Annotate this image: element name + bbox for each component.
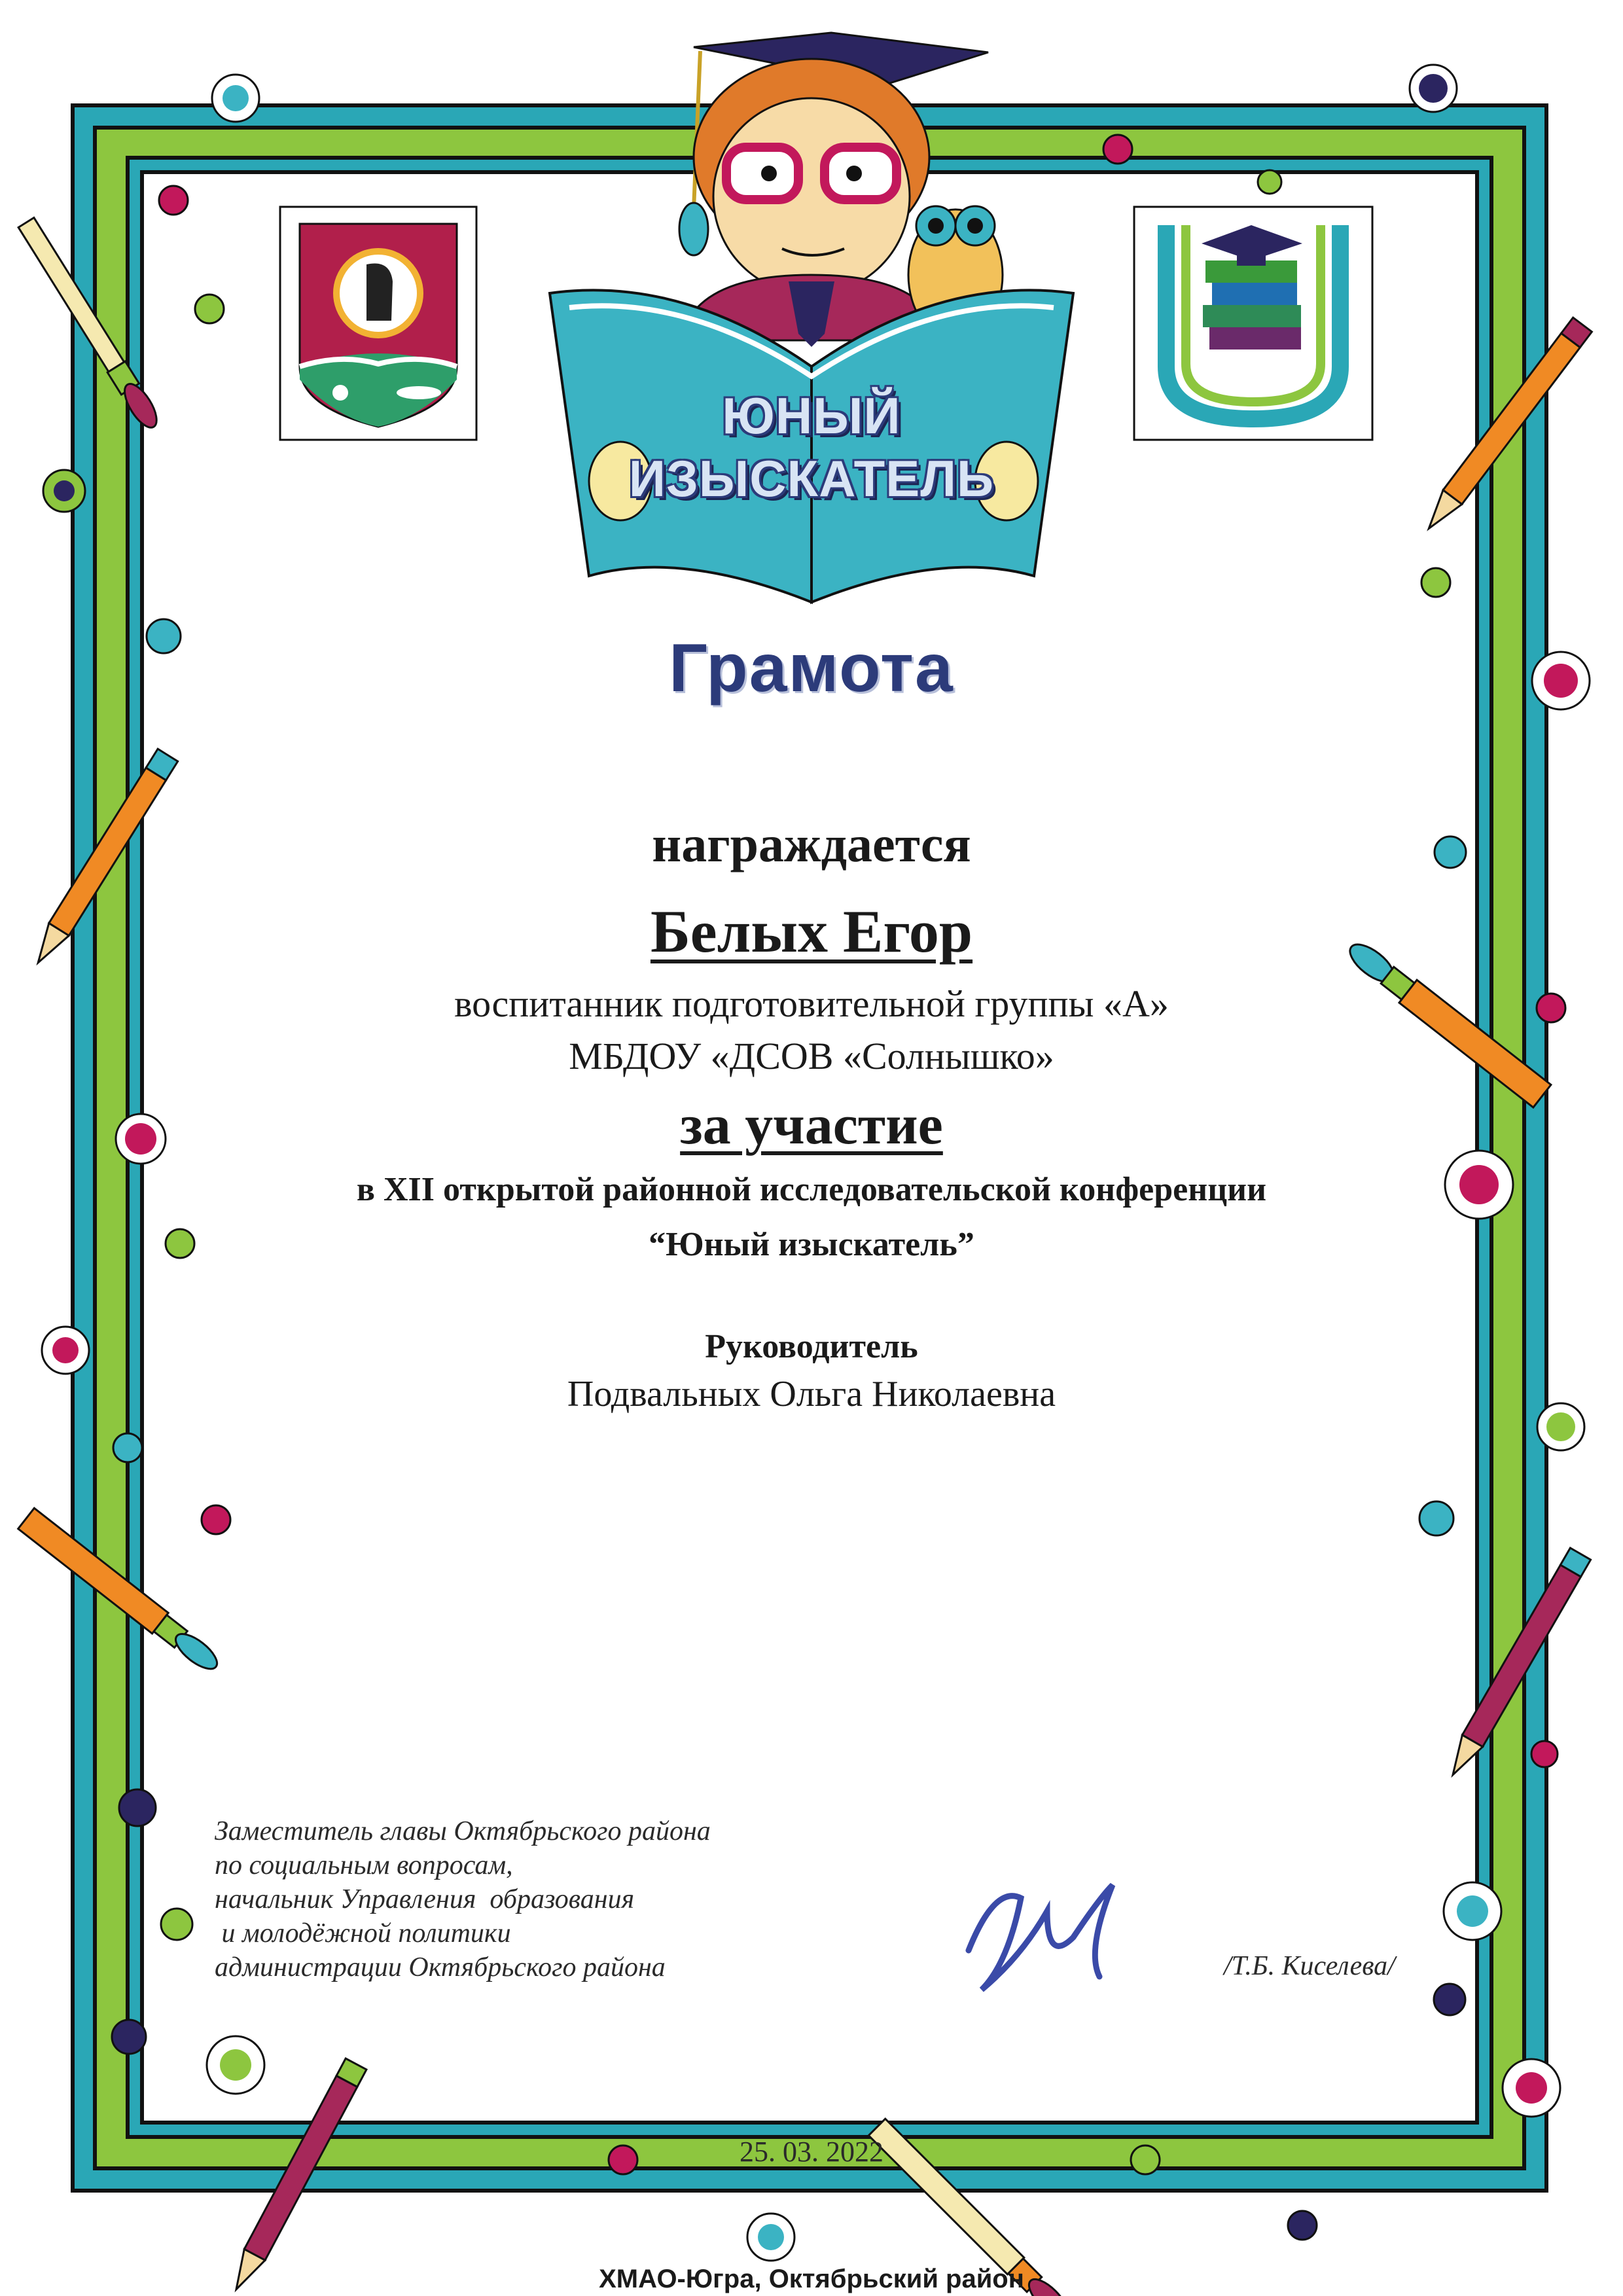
supervisor-label: Руководитель — [705, 1328, 918, 1365]
for-participation-text: за участие — [680, 1093, 943, 1156]
book-cover-title-line-1: ЮНЫЙ — [722, 387, 901, 444]
signer-line: администрации Октябрьского района — [215, 1952, 666, 1982]
recipient-name-text: Белых Егор — [650, 898, 973, 965]
recipient-description-line-1: воспитанник подготовительной группы «А» — [454, 982, 1169, 1025]
signer-name: /Т.Б. Киселева/ — [1224, 1951, 1395, 1981]
supervisor-name: Подвальных Ольга Николаевна — [567, 1374, 1056, 1414]
signer-line: начальник Управления образования — [215, 1884, 635, 1914]
signer-line: по социальным вопросам, — [215, 1850, 513, 1880]
signer-position-block — [215, 1814, 869, 1984]
event-line-1: в XII открытой районной исследовательской конференции — [356, 1171, 1267, 1208]
education-department-logo — [1134, 207, 1372, 440]
issue-date: 25. 03. 2022 — [740, 2136, 883, 2168]
event-line-2: “Юный изыскатель” — [649, 1226, 974, 1263]
signer-line: и молодёжной политики — [215, 1918, 511, 1948]
certificate-title: Грамота — [669, 630, 954, 706]
recipient-name — [0, 897, 1623, 966]
signer-line: Заместитель главы Октябрьского района — [215, 1816, 711, 1846]
location-footer: ХМАО-Югра, Октябрьский район — [599, 2265, 1024, 2293]
book-cover-title-line-2: ИЗЫСКАТЕЛЬ — [628, 450, 995, 507]
recipient-description-line-2: МБДОУ «ДСОВ «Солнышко» — [569, 1035, 1054, 1077]
for-participation-label — [0, 1092, 1623, 1157]
district-coat-of-arms-logo — [280, 207, 476, 440]
awarded-label: награждается — [652, 816, 971, 872]
